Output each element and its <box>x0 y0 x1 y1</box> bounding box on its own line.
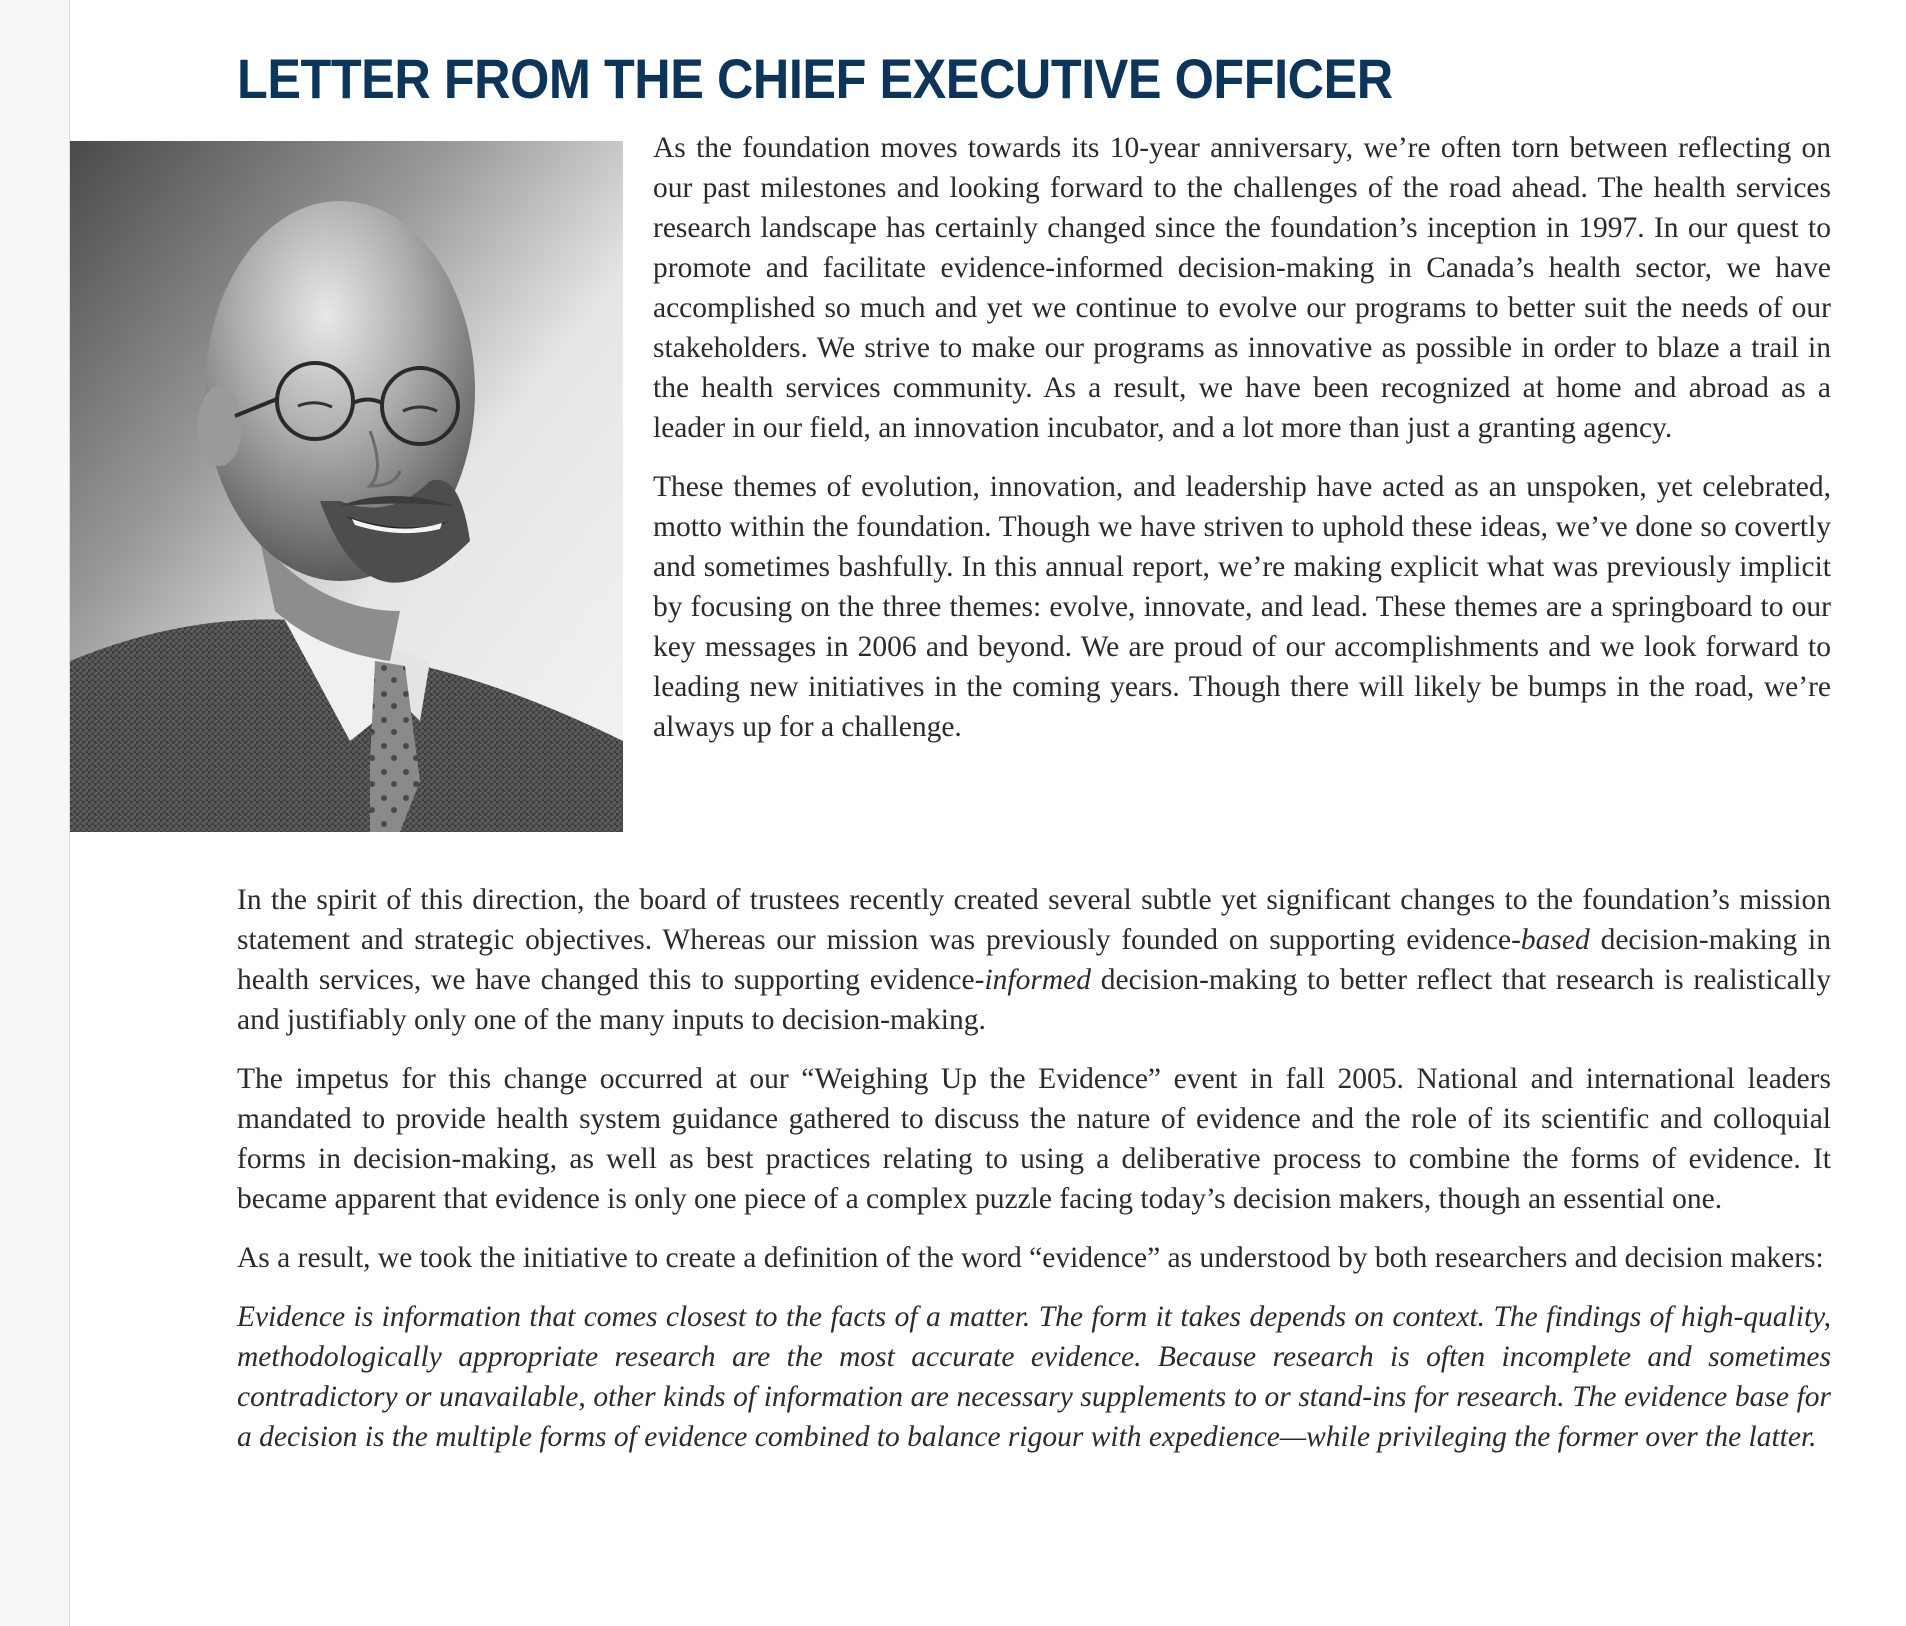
document-page <box>70 0 1906 1626</box>
letter-paragraph: The impetus for this change occurred at our “Weighing Up the Evidence” event in fall 2005. National and international leaders mandated to provide health system guidance gathered to discuss the nature of evidence and the role of its scientific and colloquial forms in decision-making, as well as best practices relating to using a deliberative process to combine the forms of evidence. It became apparent that evidence is only one piece of a complex puzzle facing today’s decision makers, though an essential one. <box>237 1063 1831 1215</box>
evidence-definition-quote: Evidence is information that comes closest to the facts of a matter. The form it takes depends on context. The findings of high-quality, methodologically appropriate research are the most accurate evidence. Because research is often incomplete and sometimes contradictory or unavailable, other kinds of information are necessary supplements to or stand-ins for research. The evidence base for a decision is the multiple forms of evidence combined to balance rigour with expedience—while privileging the former over the latter. <box>237 1301 1831 1453</box>
emphasized-word: informed <box>984 964 1091 996</box>
letter-paragraph: These themes of evolution, innovation, and leadership have acted as an unspoken, yet celebrated, motto within the foundation. Though we have striven to uphold these ideas, we’ve done so covertly and sometimes bashfully. In this annual report, we’re making explicit what was previously implicit by focusing on the three themes: evolve, innovate, and lead. These themes are a springboard to our key messages in 2006 and beyond. We are proud of our accomplishments and we look forward to leading new initiatives in the coming years. Though there will likely be bumps in the road, we’re always up for a challenge. <box>653 471 1831 743</box>
page-left-margin <box>0 0 70 1626</box>
paragraph-text: decision-making in health services, we have changed this to supporting evidence- <box>237 924 1831 996</box>
letter-intro-column <box>653 128 1831 766</box>
letter-paragraph: As a result, we took the initiative to create a definition of the word “evidence” as understood by both researchers and decision makers: <box>237 1242 1824 1274</box>
ceo-portrait-photo <box>70 141 623 832</box>
paragraph-text: decision-making to better reflect that research is realistically and justifiably only one of the many inputs to decision-making. <box>237 964 1831 1036</box>
paragraph-text: In the spirit of this direction, the board of trustees recently created several subtle yet significant changes to the foundation’s mission statement and strategic objectives. Whereas our mission was previously founded on supporting evidence- <box>237 884 1831 956</box>
letter-paragraph: As the foundation moves towards its 10-year anniversary, we’re often torn between reflecting on our past milestones and looking forward to the challenges of the road ahead. The health services research landscape has certainly changed since the foundation’s inception in 1997. In our quest to promote and facilitate evidence-informed decision-making in Canada’s health sector, we have accomplished so much and yet we continue to evolve our programs to better suit the needs of our stakeholders. We strive to make our programs as innovative as possible in order to blaze a trail in the health services community. As a result, we have been recognized at home and abroad as a leader in our field, an innovation incubator, and a lot more than just a granting agency. <box>653 132 1831 444</box>
page-title: LETTER FROM THE CHIEF EXECUTIVE OFFICER <box>237 47 1393 110</box>
letter-paragraph <box>237 880 1831 1040</box>
letter-body-column <box>237 880 1831 1476</box>
emphasized-word: based <box>1520 924 1590 956</box>
